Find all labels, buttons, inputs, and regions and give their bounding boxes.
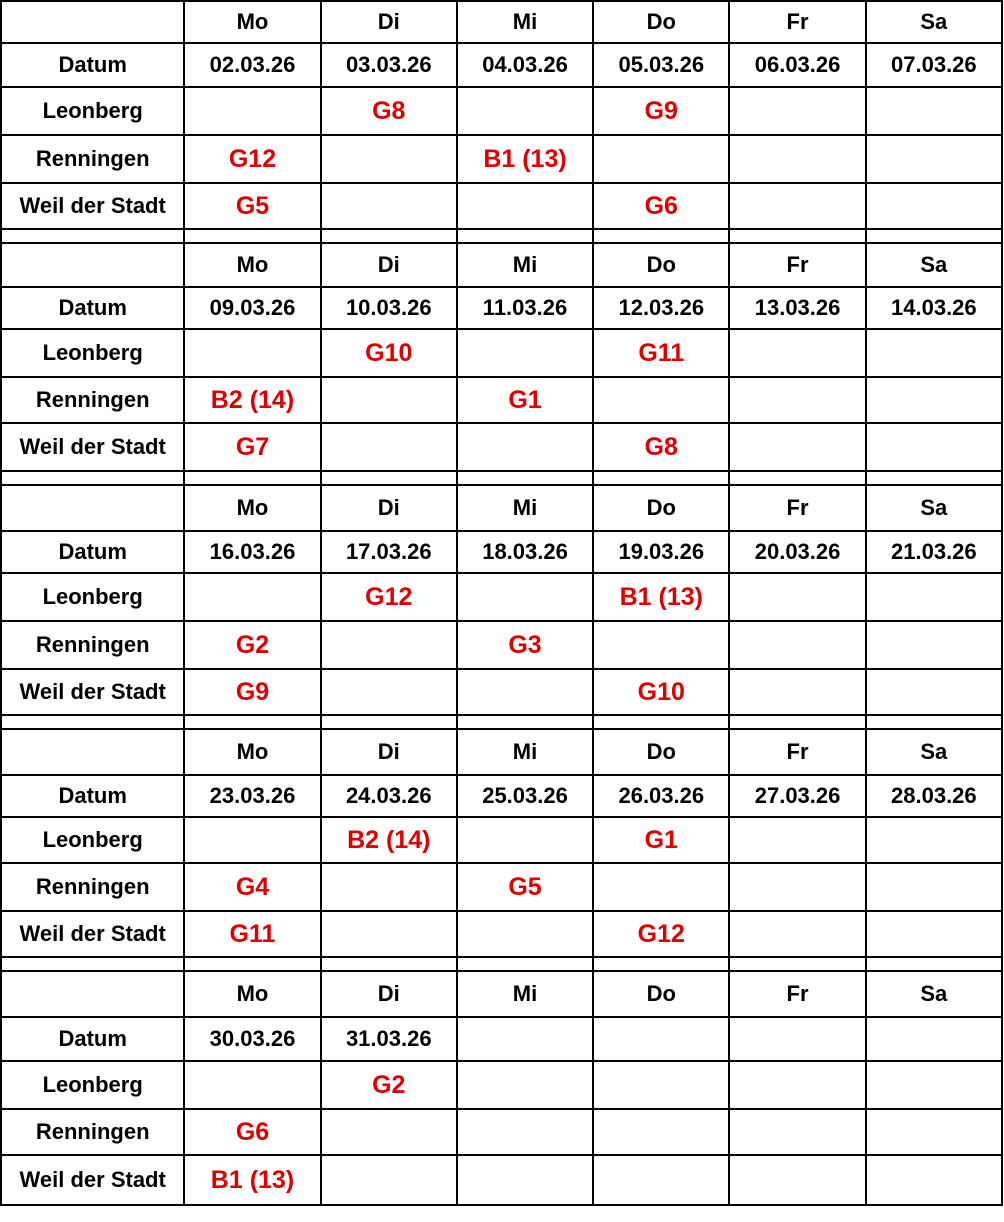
assignment-cell [184,573,320,621]
assignment-cell: G12 [593,911,729,957]
spacer-row [1,229,1002,243]
assignment-cell [457,87,593,135]
spacer-cell [866,715,1002,729]
location-row-weil-der-stadt [1,669,1002,715]
row-label-datum: Datum [1,1017,184,1061]
location-row-renningen [1,1109,1002,1155]
weekday-header-row [1,1,1002,43]
row-label-renningen: Renningen [1,1109,184,1155]
assignment-cell [866,423,1002,471]
weekday-header-cell: Fr [729,485,865,531]
header-corner-cell [1,485,184,531]
assignment-cell [321,423,457,471]
row-label-renningen: Renningen [1,377,184,423]
assignment-cell [321,1109,457,1155]
weekday-header-cell: Mi [457,971,593,1017]
assignment-cell [866,377,1002,423]
location-row-leonberg [1,573,1002,621]
assignment-cell [866,573,1002,621]
spacer-cell [321,471,457,485]
assignment-cell: B1 (13) [593,573,729,621]
assignment-cell [593,1109,729,1155]
date-cell: 23.03.26 [184,775,320,817]
location-row-renningen [1,135,1002,183]
spacer-cell [457,957,593,971]
header-corner-cell [1,971,184,1017]
assignment-cell: G2 [321,1061,457,1109]
location-row-weil-der-stadt [1,423,1002,471]
header-corner-cell [1,1,184,43]
assignment-cell [457,817,593,863]
assignment-cell: G12 [321,573,457,621]
assignment-cell [457,573,593,621]
spacer-cell [593,715,729,729]
date-cell: 28.03.26 [866,775,1002,817]
spacer-cell [321,715,457,729]
date-cell [593,1017,729,1061]
assignment-cell [729,1061,865,1109]
date-cell: 30.03.26 [184,1017,320,1061]
weekday-header-cell: Di [321,485,457,531]
assignment-cell [321,183,457,229]
assignment-cell: G4 [184,863,320,911]
assignment-cell [729,573,865,621]
assignment-cell [457,911,593,957]
header-corner-cell [1,243,184,287]
assignment-cell: G6 [184,1109,320,1155]
date-cell: 07.03.26 [866,43,1002,87]
spacer-cell [866,471,1002,485]
assignment-cell [866,1109,1002,1155]
assignment-cell: G5 [184,183,320,229]
assignment-cell [729,1109,865,1155]
assignment-cell [457,423,593,471]
location-row-leonberg [1,87,1002,135]
weekday-header-cell: Do [593,243,729,287]
spacer-cell [729,471,865,485]
assignment-cell [321,863,457,911]
spacer-row [1,471,1002,485]
weekday-header-cell: Do [593,729,729,775]
weekday-header-cell: Mo [184,971,320,1017]
weekday-header-cell: Fr [729,1,865,43]
assignment-cell: B2 (14) [184,377,320,423]
assignment-cell: G3 [457,621,593,669]
assignment-cell: G8 [321,87,457,135]
assignment-cell: B2 (14) [321,817,457,863]
location-row-renningen [1,377,1002,423]
assignment-cell: G6 [593,183,729,229]
assignment-cell [321,621,457,669]
assignment-cell [866,1061,1002,1109]
weekday-header-cell: Do [593,485,729,531]
assignment-cell [457,183,593,229]
row-label-datum: Datum [1,287,184,329]
assignment-cell [729,669,865,715]
row-label-leonberg: Leonberg [1,87,184,135]
spacer-cell [1,229,184,243]
spacer-cell [593,229,729,243]
date-row [1,287,1002,329]
date-cell: 16.03.26 [184,531,320,573]
weekday-header-cell: Mi [457,729,593,775]
assignment-cell: G1 [457,377,593,423]
assignment-cell [457,329,593,377]
spacer-cell [321,229,457,243]
row-label-weil-der-stadt: Weil der Stadt [1,669,184,715]
location-row-weil-der-stadt [1,183,1002,229]
spacer-cell [729,229,865,243]
spacer-cell [593,957,729,971]
date-cell: 18.03.26 [457,531,593,573]
weekday-header-cell: Mo [184,729,320,775]
assignment-cell [866,911,1002,957]
date-cell: 09.03.26 [184,287,320,329]
assignment-cell: G5 [457,863,593,911]
row-label-renningen: Renningen [1,621,184,669]
assignment-cell [866,329,1002,377]
assignment-cell [593,1061,729,1109]
assignment-cell [593,863,729,911]
assignment-cell [866,621,1002,669]
assignment-cell: G2 [184,621,320,669]
spacer-cell [321,957,457,971]
assignment-cell [866,817,1002,863]
weekday-header-cell: Mi [457,485,593,531]
assignment-cell: G10 [321,329,457,377]
weekday-header-cell: Mi [457,243,593,287]
weekday-header-row [1,485,1002,531]
weekday-header-cell: Sa [866,243,1002,287]
assignment-cell [593,621,729,669]
assignment-cell: G7 [184,423,320,471]
spacer-cell [866,229,1002,243]
assignment-cell [457,1061,593,1109]
assignment-cell [184,87,320,135]
assignment-cell [866,135,1002,183]
date-cell: 25.03.26 [457,775,593,817]
location-row-leonberg [1,329,1002,377]
weekday-header-row [1,971,1002,1017]
weekday-header-cell: Di [321,971,457,1017]
assignment-cell [729,377,865,423]
date-cell: 31.03.26 [321,1017,457,1061]
assignment-cell [866,863,1002,911]
assignment-cell: G9 [593,87,729,135]
date-cell: 17.03.26 [321,531,457,573]
date-cell: 26.03.26 [593,775,729,817]
weekday-header-row [1,243,1002,287]
assignment-cell [866,87,1002,135]
weekday-header-cell: Sa [866,1,1002,43]
date-cell: 03.03.26 [321,43,457,87]
assignment-cell [321,669,457,715]
weekday-header-cell: Sa [866,971,1002,1017]
date-cell [866,1017,1002,1061]
row-label-datum: Datum [1,775,184,817]
date-cell: 10.03.26 [321,287,457,329]
weekday-header-cell: Di [321,243,457,287]
row-label-weil-der-stadt: Weil der Stadt [1,911,184,957]
weekday-header-cell: Mi [457,1,593,43]
assignment-cell [729,863,865,911]
row-label-leonberg: Leonberg [1,817,184,863]
assignment-cell [457,669,593,715]
assignment-cell [866,669,1002,715]
assignment-cell [321,1155,457,1205]
assignment-cell: G9 [184,669,320,715]
row-label-weil-der-stadt: Weil der Stadt [1,423,184,471]
weekday-header-cell: Do [593,971,729,1017]
assignment-cell [184,329,320,377]
spacer-cell [729,715,865,729]
row-label-leonberg: Leonberg [1,329,184,377]
spacer-cell [184,715,320,729]
spacer-cell [457,715,593,729]
assignment-cell [729,911,865,957]
location-row-weil-der-stadt [1,1155,1002,1205]
row-label-datum: Datum [1,531,184,573]
date-row [1,1017,1002,1061]
weekday-header-cell: Di [321,1,457,43]
assignment-cell [729,423,865,471]
assignment-cell [729,329,865,377]
assignment-cell: G12 [184,135,320,183]
assignment-cell [457,1155,593,1205]
weekday-header-cell: Sa [866,729,1002,775]
date-row [1,43,1002,87]
assignment-cell: G8 [593,423,729,471]
date-cell: 02.03.26 [184,43,320,87]
date-cell: 21.03.26 [866,531,1002,573]
assignment-cell: B1 (13) [457,135,593,183]
spacer-cell [457,229,593,243]
row-label-leonberg: Leonberg [1,573,184,621]
date-cell [729,1017,865,1061]
assignment-cell: G11 [184,911,320,957]
weekday-header-cell: Di [321,729,457,775]
assignment-cell [729,621,865,669]
row-label-renningen: Renningen [1,135,184,183]
location-row-weil-der-stadt [1,911,1002,957]
assignment-cell [729,1155,865,1205]
date-cell: 11.03.26 [457,287,593,329]
assignment-cell [321,135,457,183]
spacer-row [1,715,1002,729]
assignment-cell: G11 [593,329,729,377]
spacer-cell [1,471,184,485]
row-label-weil-der-stadt: Weil der Stadt [1,1155,184,1205]
location-row-renningen [1,863,1002,911]
date-cell: 27.03.26 [729,775,865,817]
weekday-header-cell: Do [593,1,729,43]
spacer-cell [184,957,320,971]
assignment-cell: G10 [593,669,729,715]
weekday-header-cell: Fr [729,243,865,287]
row-label-datum: Datum [1,43,184,87]
assignment-cell [729,183,865,229]
location-row-leonberg [1,817,1002,863]
date-cell: 13.03.26 [729,287,865,329]
date-cell: 14.03.26 [866,287,1002,329]
assignment-cell [184,817,320,863]
location-row-renningen [1,621,1002,669]
assignment-cell [729,87,865,135]
assignment-cell: G1 [593,817,729,863]
spacer-cell [593,471,729,485]
assignment-cell: B1 (13) [184,1155,320,1205]
spacer-cell [184,471,320,485]
weekday-header-row [1,729,1002,775]
assignment-cell [321,377,457,423]
date-cell: 04.03.26 [457,43,593,87]
date-cell: 19.03.26 [593,531,729,573]
assignment-cell [593,1155,729,1205]
assignment-cell [593,377,729,423]
spacer-cell [1,715,184,729]
spacer-cell [457,471,593,485]
weekday-header-cell: Fr [729,729,865,775]
assignment-cell [184,1061,320,1109]
assignment-cell [866,1155,1002,1205]
header-corner-cell [1,729,184,775]
assignment-cell [593,135,729,183]
row-label-weil-der-stadt: Weil der Stadt [1,183,184,229]
date-cell: 12.03.26 [593,287,729,329]
location-row-leonberg [1,1061,1002,1109]
date-row [1,531,1002,573]
row-label-renningen: Renningen [1,863,184,911]
spacer-cell [729,957,865,971]
assignment-cell [866,183,1002,229]
assignment-cell [729,817,865,863]
row-label-leonberg: Leonberg [1,1061,184,1109]
weekday-header-cell: Sa [866,485,1002,531]
weekday-header-cell: Mo [184,1,320,43]
spacer-cell [1,957,184,971]
assignment-cell [321,911,457,957]
date-cell: 06.03.26 [729,43,865,87]
weekday-header-cell: Mo [184,485,320,531]
spacer-cell [866,957,1002,971]
date-row [1,775,1002,817]
weekday-header-cell: Fr [729,971,865,1017]
spacer-cell [184,229,320,243]
date-cell: 05.03.26 [593,43,729,87]
date-cell [457,1017,593,1061]
weekday-header-cell: Mo [184,243,320,287]
spacer-row [1,957,1002,971]
date-cell: 24.03.26 [321,775,457,817]
assignment-cell [457,1109,593,1155]
assignment-cell [729,135,865,183]
date-cell: 20.03.26 [729,531,865,573]
